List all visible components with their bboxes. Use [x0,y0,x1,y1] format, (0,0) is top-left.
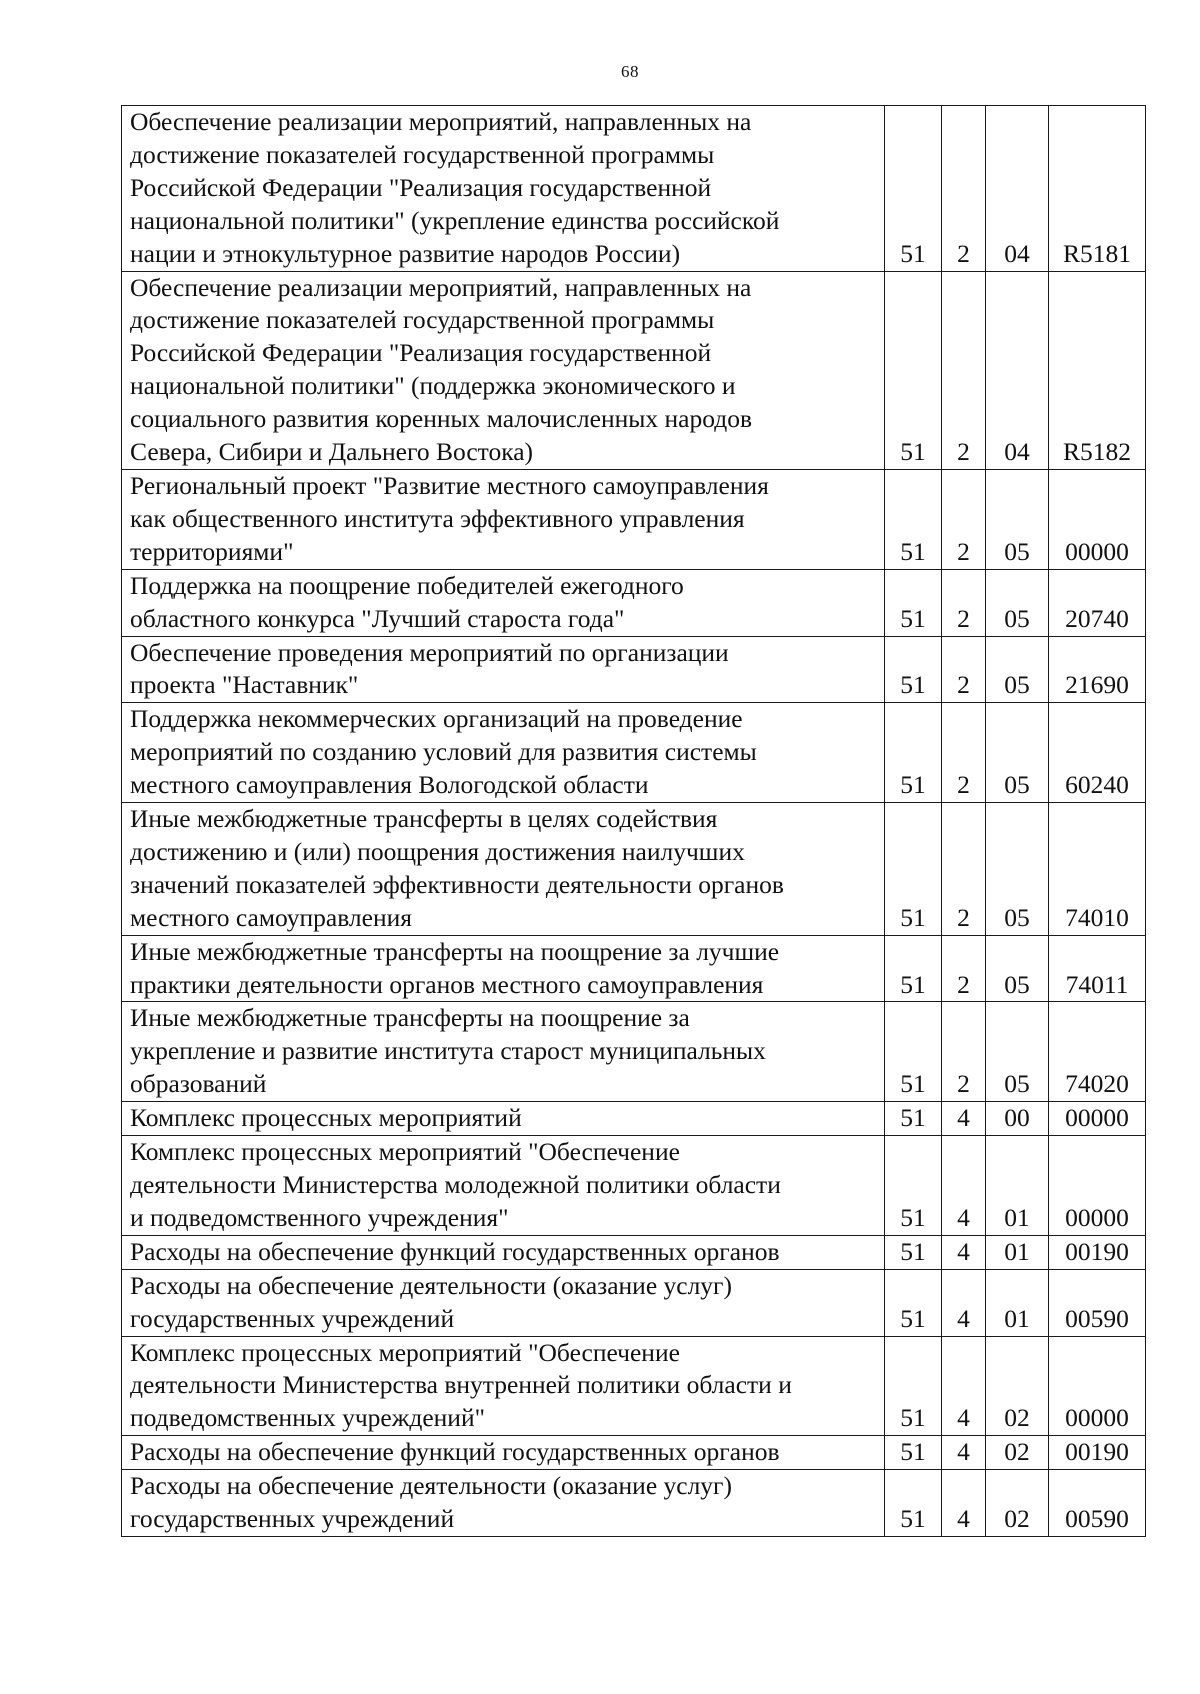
subprogram-code-cell: 4 [942,1470,986,1537]
expense-name-line: социального развития коренных малочисленных народов [130,404,752,434]
expense-name-line: Поддержка на поощрение победителей ежегодного [130,570,684,600]
expense-name-line: образований [130,1069,267,1099]
expense-name-line: Поддержка некоммерческих организаций на проведение [130,704,743,734]
program-code-cell: 51 [885,1002,942,1102]
expense-name-line: и подведомственного учреждения" [130,1202,509,1232]
event-code-cell: 04 [986,106,1049,272]
event-code-cell: 05 [986,1002,1049,1102]
event-code-cell: 01 [986,1136,1049,1236]
expense-name-line: Расходы на обеспечение деятельности (оказание услуг) [130,1471,733,1501]
expense-name-cell [122,1235,885,1269]
subprogram-code-cell: 2 [942,703,986,803]
subprogram-code-cell: 2 [942,569,986,636]
event-code-cell: 05 [986,636,1049,703]
direction-code-cell: 74011 [1049,935,1146,1002]
expense-name-line: Севера, Сибири и Дальнего Востока) [130,437,534,467]
program-code-cell: 51 [885,803,942,936]
expense-name-line: Комплекс процессных мероприятий [130,1103,522,1133]
table-row [122,1336,1146,1436]
direction-code-cell: 74010 [1049,803,1146,936]
expense-name-line: как общественного института эффективного управления [130,503,745,533]
expense-name-line: подведомственных учреждений" [130,1403,486,1433]
direction-code-cell: 00000 [1049,1136,1146,1236]
expense-name-line: проекта "Наставник" [130,670,359,700]
expense-name-line: Обеспечение реализации мероприятий, направленных на [130,107,752,136]
expense-name-line: деятельности Министерства молодежной политики области [130,1170,781,1199]
expense-name-line: практики деятельности органов местного самоуправления [130,969,764,999]
expense-name-line: Расходы на обеспечение функций государственных органов [130,1437,780,1467]
program-code-cell: 51 [885,1235,942,1269]
event-code-cell: 01 [986,1235,1049,1269]
expense-name-line: Российской Федерации "Реализация государственной [130,172,712,202]
direction-code-cell: R5181 [1049,106,1146,272]
direction-code-cell: 00590 [1049,1470,1146,1537]
expense-name-line: нации и этнокультурное развитие народов России) [130,238,681,268]
expense-name-cell [122,1470,885,1537]
subprogram-code-cell: 4 [942,1436,986,1470]
direction-code-cell: 00000 [1049,1336,1146,1436]
table-body [122,106,1146,1537]
table-row [122,469,1146,569]
expense-name-line: мероприятий по созданию условий для развития системы [130,737,757,767]
program-code-cell: 51 [885,935,942,1002]
program-code-cell: 51 [885,469,942,569]
budget-classification-table [121,105,1146,1537]
program-code-cell: 51 [885,271,942,469]
direction-code-cell: 00190 [1049,1235,1146,1269]
program-code-cell: 51 [885,569,942,636]
event-code-cell: 02 [986,1336,1049,1436]
table-row [122,271,1146,469]
table-row [122,935,1146,1002]
expense-name-cell [122,636,885,703]
expense-name-line: государственных учреждений [130,1303,455,1333]
program-code-cell: 51 [885,703,942,803]
expense-name-cell [122,469,885,569]
direction-code-cell: 00000 [1049,469,1146,569]
event-code-cell: 05 [986,703,1049,803]
expense-name-line: территориями" [130,536,294,566]
subprogram-code-cell: 4 [942,1136,986,1236]
table-row [122,1136,1146,1236]
table-row [122,703,1146,803]
page-number: 68 [621,62,639,81]
event-code-cell: 02 [986,1436,1049,1470]
program-code-cell: 51 [885,636,942,703]
expense-name-line: местного самоуправления [130,902,412,932]
expense-name-cell [122,1136,885,1236]
expense-name-line: Комплекс процессных мероприятий "Обеспечение [130,1137,680,1167]
table-row [122,1470,1146,1537]
subprogram-code-cell: 4 [942,1235,986,1269]
event-code-cell: 05 [986,935,1049,1002]
table-row [122,803,1146,936]
program-code-cell: 51 [885,1269,942,1336]
table-row [122,1269,1146,1336]
direction-code-cell: 60240 [1049,703,1146,803]
direction-code-cell: 74020 [1049,1002,1146,1102]
expense-name-line: местного самоуправления Вологодской области [130,770,649,800]
expense-name-line: национальной политики" (поддержка экономического и [130,371,736,401]
event-code-cell: 05 [986,803,1049,936]
table-row [122,1235,1146,1269]
direction-code-cell: R5182 [1049,271,1146,469]
program-code-cell: 51 [885,106,942,272]
expense-name-cell [122,1002,885,1102]
expense-name-cell [122,1102,885,1136]
subprogram-code-cell: 4 [942,1336,986,1436]
direction-code-cell: 00590 [1049,1269,1146,1336]
expense-name-line: Иные межбюджетные трансферты в целях содействия [130,804,718,834]
program-code-cell: 51 [885,1136,942,1236]
direction-code-cell: 00000 [1049,1102,1146,1136]
subprogram-code-cell: 2 [942,935,986,1002]
subprogram-code-cell: 2 [942,271,986,469]
subprogram-code-cell: 4 [942,1269,986,1336]
event-code-cell: 00 [986,1102,1049,1136]
expense-name-line: Обеспечение проведения мероприятий по организации [130,637,729,667]
expense-name-line: Расходы на обеспечение функций государственных органов [130,1236,780,1266]
subprogram-code-cell: 2 [942,469,986,569]
expense-name-line: Обеспечение реализации мероприятий, направленных на [130,272,752,302]
event-code-cell: 04 [986,271,1049,469]
direction-code-cell: 00190 [1049,1436,1146,1470]
direction-code-cell: 20740 [1049,569,1146,636]
program-code-cell: 51 [885,1102,942,1136]
subprogram-code-cell: 2 [942,106,986,272]
table-row [122,106,1146,272]
expense-name-line: Иные межбюджетные трансферты на поощрение за [130,1003,690,1033]
expense-name-cell [122,935,885,1002]
expense-name-cell [122,271,885,469]
expense-name-cell [122,703,885,803]
expense-name-line: государственных учреждений [130,1504,455,1534]
event-code-cell: 05 [986,469,1049,569]
event-code-cell: 05 [986,569,1049,636]
program-code-cell: 51 [885,1336,942,1436]
subprogram-code-cell: 2 [942,636,986,703]
table-row [122,636,1146,703]
subprogram-code-cell: 2 [942,1002,986,1102]
expense-name-line: достижение показателей государственной программы [130,305,715,335]
expense-name-cell [122,1269,885,1336]
subprogram-code-cell: 2 [942,803,986,936]
direction-code-cell: 21690 [1049,636,1146,703]
expense-name-line: укрепление и развитие института старост муниципальных [130,1036,766,1066]
expense-name-line: национальной политики" (укрепление единства российской [130,205,780,235]
table-row [122,569,1146,636]
expense-name-cell [122,569,885,636]
expense-name-cell [122,1436,885,1470]
table-row [122,1436,1146,1470]
expense-name-line: Российской Федерации "Реализация государственной [130,338,712,368]
expense-name-line: достижению и (или) поощрения достижения наилучших [130,836,745,866]
expense-name-line: Комплекс процессных мероприятий "Обеспечение [130,1337,680,1367]
table-row [122,1102,1146,1136]
subprogram-code-cell: 4 [942,1102,986,1136]
expense-name-cell [122,106,885,272]
expense-name-line: значений показателей эффективности деятельности органов [130,869,784,899]
expense-name-cell [122,803,885,936]
event-code-cell: 01 [986,1269,1049,1336]
table-row [122,1002,1146,1102]
expense-name-line: достижение показателей государственной программы [130,139,715,169]
event-code-cell: 02 [986,1470,1049,1537]
expense-name-cell [122,1336,885,1436]
expense-name-line: областного конкурса "Лучший староста года" [130,603,625,633]
expense-name-line: деятельности Министерства внутренней политики области и [130,1370,792,1400]
program-code-cell: 51 [885,1470,942,1537]
expense-name-line: Расходы на обеспечение деятельности (оказание услуг) [130,1270,733,1300]
expense-name-line: Региональный проект "Развитие местного самоуправления [130,470,769,500]
program-code-cell: 51 [885,1436,942,1470]
expense-name-line: Иные межбюджетные трансферты на поощрение за лучшие [130,936,780,966]
